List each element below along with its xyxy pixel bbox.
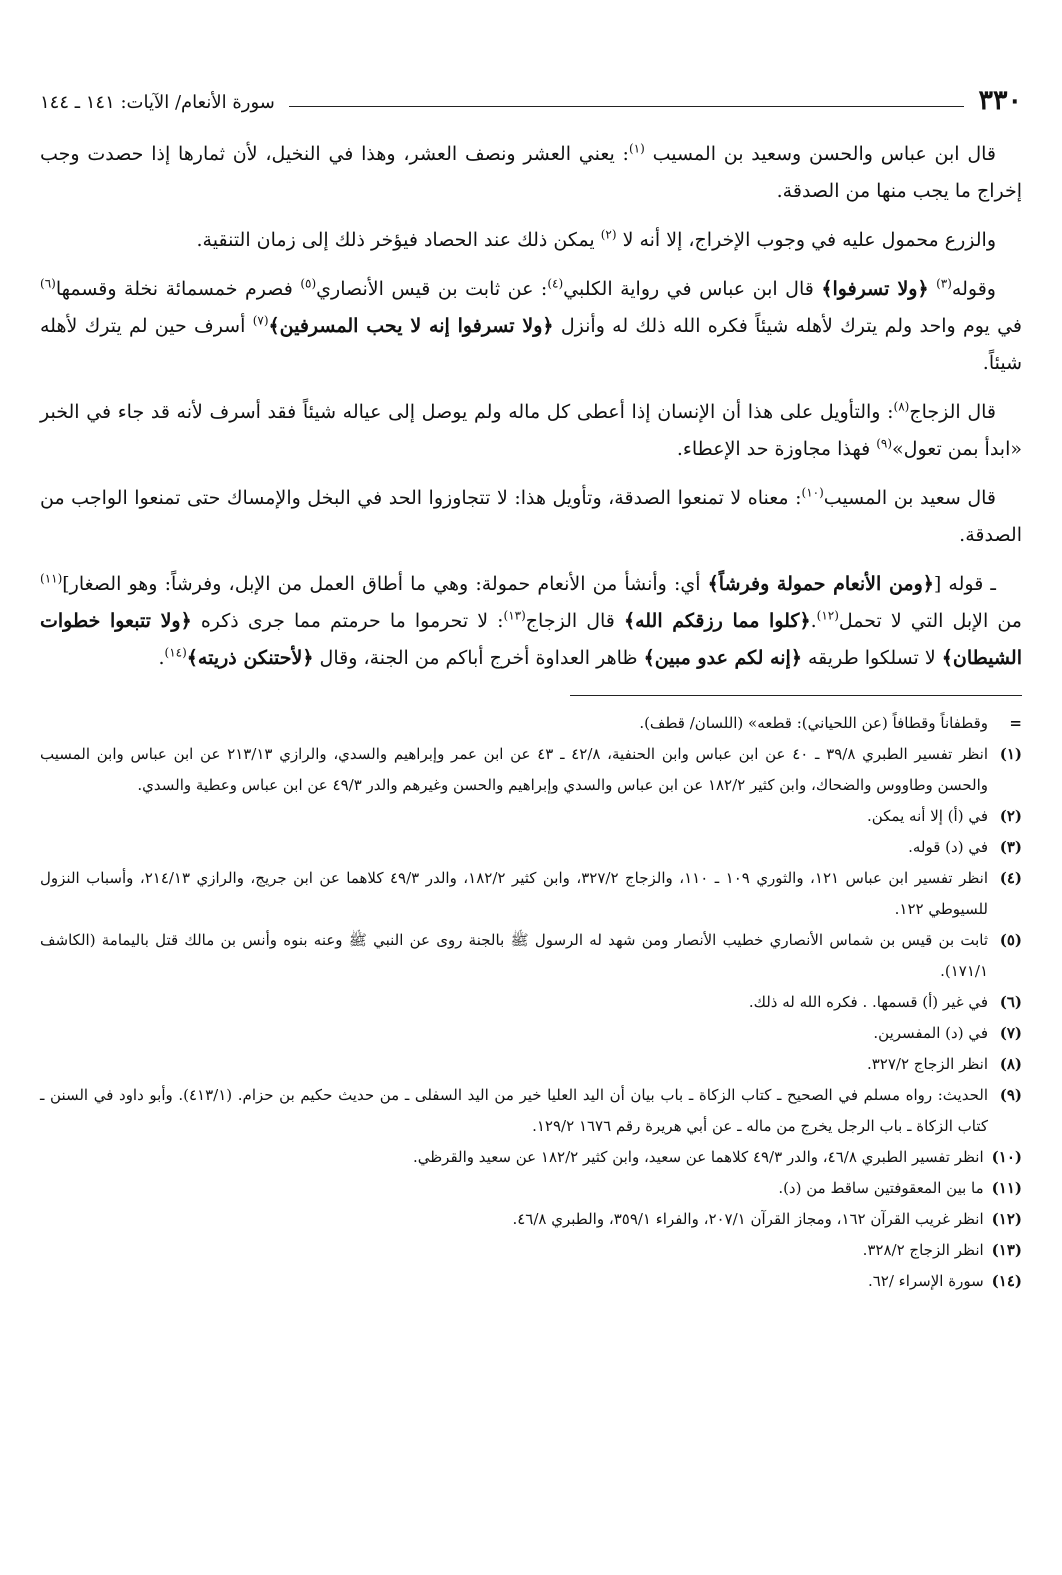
footnote-ref[interactable]: (١٣) bbox=[503, 608, 526, 623]
paragraph-4: قال الزجاج$^{(٨)}$: والتأويل على هذا أن الإنسان إذا أعطى كل ماله ولم يوصل إلى عياله شيئاً فقد أسرف لأنه قد جاء في الخبر «ابدأ بمن تعول»$^{(٩)}$ فهذا مجاوزة حد الإعطاء. bbox=[40, 399, 1022, 460]
footnote-number: (١) bbox=[999, 745, 1022, 763]
quranic-quote: ﴿كلوا مما رزقكم الله﴾ bbox=[623, 610, 811, 632]
footnote-number: = bbox=[1009, 714, 1022, 732]
footnote-item bbox=[40, 1080, 1022, 1142]
footnote-text: في (د) قوله. bbox=[908, 838, 988, 856]
footnote-item bbox=[40, 1173, 1022, 1204]
footnote-number: (١٠) bbox=[991, 1148, 1022, 1166]
footnote-text: في غير (أ) قسمها. . فكره الله له ذلك. bbox=[748, 993, 988, 1011]
quranic-quote: ﴿ولا تتبعوا خطوات الشيطان﴾ bbox=[40, 610, 1022, 669]
footnote-item bbox=[40, 1204, 1022, 1235]
footnote-item bbox=[40, 801, 1022, 832]
footnote-number: (١١) bbox=[991, 1179, 1022, 1197]
quranic-quote: ﴿ومن الأنعام حمولة وفرشاً﴾ bbox=[707, 573, 934, 595]
footnote-ref[interactable]: (٨) bbox=[893, 399, 910, 414]
paragraph-6: ـ قوله [﴿ومن الأنعام حمولة وفرشاً﴾ أي: وأنشأ من الأنعام حمولة: وهي ما أطاق العمل من الإبل، وفرشاً: وهو الصغار]$^{(١١)}$ من الإبل التي لا تحمل$^{(١٢)}$.﴿كلوا مما رزقكم الله﴾ قال الزجاج$^{(١٣)}$: لا تحرموا ما حرمتم مما جرى ذكره ﴿ولا تتبعوا خطوات الشيطان﴾ لا تسلكوا طريقه ﴿إنه لكم عدو مبين﴾ ظاهر العداوة أخرج أباكم من الجنة، وقال ﴿لأحتنكن ذريته﴾$^{(١٤)}$. bbox=[40, 571, 1022, 669]
footnote-item bbox=[40, 1018, 1022, 1049]
footnote-ref[interactable]: (٧) bbox=[252, 313, 269, 328]
footnote-number: (٤) bbox=[999, 869, 1022, 887]
footnote-item bbox=[40, 1049, 1022, 1080]
quranic-quote: ﴿لأحتنكن ذريته﴾ bbox=[186, 647, 314, 669]
footnote-number: (٣) bbox=[999, 838, 1022, 856]
footnote-number: (١٣) bbox=[991, 1241, 1022, 1259]
quranic-quote: ﴿ولا تسرفوا﴾ bbox=[821, 278, 929, 300]
footnote-text: في (د) المفسرين. bbox=[873, 1024, 988, 1042]
page-number: ٣٣٠ bbox=[978, 85, 1022, 116]
paragraph-2: والزرع محمول عليه في وجوب الإخراج، إلا أنه لا $^{(٢)}$ يمكن ذلك عند الحصاد فيؤخر ذلك إلى زمان التنقية. bbox=[196, 227, 996, 251]
main-text bbox=[40, 136, 1022, 677]
footnote-text: الحديث: رواه مسلم في الصحيح ـ كتاب الزكاة ـ باب بيان أن اليد العليا خير من اليد السفلى ـ من حديث حكيم بن حزام. (٤١٣/١). وأبو داود في السنن ـ كتاب الزكاة ـ باب الرجل يخرج من ماله ـ عن أبي هريرة رقم ١٦٧٦ ١٢٩/٢. bbox=[40, 1086, 989, 1135]
footnote-number: (٢) bbox=[999, 807, 1022, 825]
footnote-separator bbox=[570, 695, 1022, 696]
footnote-ref[interactable]: (٦) bbox=[40, 276, 56, 291]
paragraph-5: قال سعيد بن المسيب$^{(١٠)}$: معناه لا تمنعوا الصدقة، وتأويل هذا: لا تتجاوزوا الحد في البخل والإمساك حتى تمنعوا الواجب من الصدقة. bbox=[40, 485, 1022, 546]
footnote-text: انظر غريب القرآن ١٦٢، ومجاز القرآن ٢٠٧/١، والفراء ٣٥٩/١، والطبري ٤٦/٨. bbox=[512, 1210, 984, 1228]
footnote-number: (٦) bbox=[999, 993, 1022, 1011]
running-head: سورة الأنعام/ الآيات: ١٤١ ـ ١٤٤ bbox=[40, 92, 275, 114]
footnote-ref[interactable]: (٥) bbox=[300, 276, 317, 291]
footnote-number: (٨) bbox=[999, 1055, 1022, 1073]
footnote-ref[interactable]: (٢) bbox=[600, 227, 617, 242]
footnote-text: ثابت بن قيس بن شماس الأنصاري خطيب الأنصار ومن شهد له الرسول ﷺ بالجنة روى عن النبي ﷺ وعنه بنوه وأنس بن مالك قتل باليمامة (الكاشف ١٧١/١). bbox=[40, 931, 988, 980]
footnote-text: سورة الإسراء /٦٢. bbox=[867, 1272, 984, 1290]
footnote-number: (٧) bbox=[999, 1024, 1022, 1042]
footnote-item bbox=[40, 1266, 1022, 1297]
footnote-item bbox=[40, 987, 1022, 1018]
footnote-item bbox=[40, 1235, 1022, 1266]
footnote-item bbox=[40, 1142, 1022, 1173]
footnote-text: انظر تفسير الطبري ٤٦/٨، والدر ٤٩/٣ كلاهما عن سعيد، وابن كثير ١٨٢/٢ عن سعيد والقرظي. bbox=[412, 1148, 984, 1166]
footnote-item bbox=[40, 708, 1022, 739]
footnote-number: (١٢) bbox=[991, 1210, 1022, 1228]
quranic-quote: ﴿ولا تسرفوا إنه لا يحب المسرفين﴾ bbox=[268, 315, 554, 337]
footnote-item bbox=[40, 925, 1022, 987]
footnote-ref[interactable]: (١١) bbox=[40, 571, 63, 586]
header-rule bbox=[289, 106, 965, 107]
paragraph-1: قال ابن عباس والحسن وسعيد بن المسيب $^{(١)}$: يعني العشر ونصف العشر، وهذا في النخيل، لأن ثمارها إذا حصدت وجب إخراج ما يجب منها من الصدقة. bbox=[40, 141, 1022, 202]
footnote-number: (٩) bbox=[999, 1086, 1022, 1104]
footnote-ref[interactable]: (٩) bbox=[876, 436, 893, 451]
footnote-text: وقطفاناً وقطافاً (عن اللحياني): قطعه» (اللسان/ قطف). bbox=[639, 714, 988, 732]
footnote-number: (١٤) bbox=[991, 1272, 1022, 1290]
footnote-ref[interactable]: (١٤) bbox=[164, 645, 187, 660]
footnote-item bbox=[40, 832, 1022, 863]
footnote-text: انظر الزجاج ٣٢٨/٢. bbox=[862, 1241, 984, 1259]
paragraph-3: وقوله$^{(٣)}$ ﴿ولا تسرفوا﴾ قال ابن عباس في رواية الكلبي$^{(٤)}$: عن ثابت بن قيس الأنصاري$^{(٥)}$ فصرم خمسمائة نخلة وقسمها$^{(٦)}$ في يوم واحد ولم يترك لأهله شيئاً فكره الله ذلك له وأنزل ﴿ولا تسرفوا إنه لا يحب المسرفين﴾$^{(٧)}$ أسرف حين لم يترك لأهله شيئاً. bbox=[40, 276, 1023, 374]
footnote-item bbox=[40, 863, 1022, 925]
footnote-item bbox=[40, 739, 1022, 801]
footnote-ref[interactable]: (١٢) bbox=[816, 608, 839, 623]
page bbox=[40, 78, 1022, 1555]
footnote-text: في (أ) إلا أنه يمكن. bbox=[866, 807, 988, 825]
footnote-text: انظر تفسير ابن عباس ١٢١، والثوري ١٠٩ ـ ١١٠، والزجاج ٣٢٧/٢، وابن كثير ١٨٢/٢، والدر ٤٩/٣ كلاهما عن ابن جريج، والرازي ٢١٤/١٣، وأسباب النزول للسيوطي ١٢٢. bbox=[40, 869, 988, 918]
footnote-text: انظر الزجاج ٣٢٧/٢. bbox=[866, 1055, 988, 1073]
page-header bbox=[40, 78, 1022, 114]
footnotes bbox=[40, 708, 1022, 1297]
quranic-quote: ﴿إنه لكم عدو مبين﴾ bbox=[643, 647, 802, 669]
footnote-ref[interactable]: (١) bbox=[628, 141, 645, 156]
footnote-ref[interactable]: (٤) bbox=[547, 276, 564, 291]
footnote-ref[interactable]: (٣) bbox=[936, 276, 952, 291]
footnote-number: (٥) bbox=[999, 931, 1022, 949]
footnote-ref[interactable]: (١٠) bbox=[801, 485, 824, 500]
footnote-text: ما بين المعقوفتين ساقط من (د). bbox=[778, 1179, 984, 1197]
footnote-text: انظر تفسير الطبري ٣٩/٨ ـ ٤٠ عن ابن عباس وابن الحنفية، ٤٢/٨ ـ ٤٣ عن ابن عمر وإبراهيم والسدي، والرازي ٢١٣/١٣ عن ابن عباس وابن المسيب والحسن وطاووس والضحاك، وابن كثير ١٨٢/٢ عن ابن عباس والسدي وإبراهيم والحسن وغيرهم والدر ٤٩/٣ عن ابن عباس وعطية والسدي. bbox=[40, 745, 989, 794]
